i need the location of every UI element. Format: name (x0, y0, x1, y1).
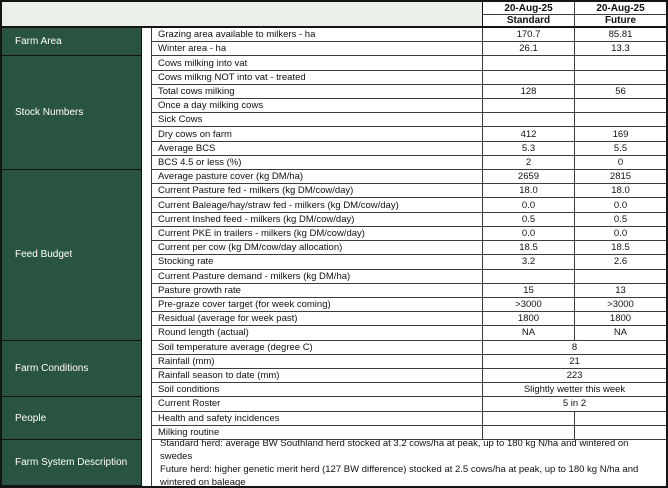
row-label-current-pke-in-trailers-milkers-kg-dm-cow-day: Current PKE in trailers - milkers (kg DM/cow/day) (152, 227, 483, 241)
value-standard: 26.1 (483, 42, 575, 56)
value-future: 0 (575, 156, 666, 170)
value-future: 169 (575, 127, 666, 141)
row-label-winter-area-ha: Winter area - ha (152, 42, 483, 56)
value-merged: 223 (483, 369, 666, 383)
value-standard: 0.0 (483, 227, 575, 241)
value-standard: >3000 (483, 298, 575, 312)
value-future: 18.0 (575, 184, 666, 198)
description-line: Standard herd: average BW Southland herd stocked at 3.2 cows/ha at peak, up to 180 kg N/ha and wintered on swedes (160, 440, 629, 462)
report-date-future: 20-Aug-25 (575, 2, 666, 15)
value-standard (483, 270, 575, 284)
value-future (575, 270, 666, 284)
column-header-future: Future (575, 15, 666, 28)
value-future: 1800 (575, 312, 666, 326)
value-standard (483, 56, 575, 70)
value-future: 0.0 (575, 198, 666, 212)
row-label-round-length-actual: Round length (actual) (152, 326, 483, 340)
value-standard (483, 113, 575, 127)
row-label-current-pasture-demand-milkers-kg-dm-ha: Current Pasture demand - milkers (kg DM/ha) (152, 270, 483, 284)
row-label-current-per-cow-kg-dm-cow-day-allocation: Current per cow (kg DM/cow/day allocation) (152, 241, 483, 255)
value-standard: 128 (483, 85, 575, 99)
value-standard: 15 (483, 284, 575, 298)
row-label-dry-cows-on-farm: Dry cows on farm (152, 127, 483, 141)
value-standard: 0.5 (483, 213, 575, 227)
section-label-stock-numbers: Stock Numbers (2, 56, 142, 170)
value-future: 2815 (575, 170, 666, 184)
row-label-cows-milkng-not-into-vat-treated: Cows milkng NOT into vat - treated (152, 71, 483, 85)
row-label-current-pasture-fed-milkers-kg-dm-cow-day: Current Pasture fed - milkers (kg DM/cow/day) (152, 184, 483, 198)
value-future (575, 99, 666, 113)
value-future (575, 113, 666, 127)
value-standard: 170.7 (483, 28, 575, 42)
value-standard: 5.3 (483, 142, 575, 156)
value-merged: 8 (483, 341, 666, 355)
row-label-cows-milking-into-vat: Cows milking into vat (152, 56, 483, 70)
row-label-average-pasture-cover-kg-dm-ha: Average pasture cover (kg DM/ha) (152, 170, 483, 184)
report-date-standard: 20-Aug-25 (483, 2, 575, 15)
value-standard: NA (483, 326, 575, 340)
row-label-grazing-area-available-to-milkers-ha: Grazing area available to milkers - ha (152, 28, 483, 42)
value-future (575, 71, 666, 85)
value-future: NA (575, 326, 666, 340)
value-future: 2.6 (575, 255, 666, 269)
row-label-current-inshed-feed-milkers-kg-dm-cow-day: Current Inshed feed - milkers (kg DM/cow/day) (152, 213, 483, 227)
value-merged: 5 in 2 (483, 397, 666, 411)
value-standard: 3.2 (483, 255, 575, 269)
row-label-soil-temperature-average-degree-c: Soil temperature average (degree C) (152, 341, 483, 355)
value-standard (483, 412, 575, 426)
row-label-rainfall-mm: Rainfall (mm) (152, 355, 483, 369)
row-label-total-cows-milking: Total cows milking (152, 85, 483, 99)
row-label-milking-routine: Milking routine (152, 426, 483, 440)
value-future: 0.5 (575, 213, 666, 227)
header-corner-cell (2, 2, 483, 28)
row-label-rainfall-season-to-date-mm: Rainfall season to date (mm) (152, 369, 483, 383)
value-future (575, 426, 666, 440)
value-future: 13.3 (575, 42, 666, 56)
value-standard (483, 71, 575, 85)
value-future: 56 (575, 85, 666, 99)
value-standard: 412 (483, 127, 575, 141)
value-standard (483, 99, 575, 113)
section-label-feed-budget: Feed Budget (2, 170, 142, 340)
value-future: 85.81 (575, 28, 666, 42)
value-standard: 1800 (483, 312, 575, 326)
value-standard: 18.0 (483, 184, 575, 198)
row-label-average-bcs: Average BCS (152, 142, 483, 156)
row-label-health-and-safety-incidences: Health and safety incidences (152, 412, 483, 426)
value-future (575, 412, 666, 426)
description-line: Future herd: higher genetic merit herd (127 BW difference) stocked at 2.5 cows/ha at peak, up to 180 kg N/ha and wintered on baleage (160, 464, 639, 486)
section-label-farm-system-description: Farm System Description (2, 440, 142, 486)
farm-system-description (152, 440, 666, 486)
spacer-column (142, 28, 152, 486)
row-label-current-roster: Current Roster (152, 397, 483, 411)
value-standard: 0.0 (483, 198, 575, 212)
value-standard: 2659 (483, 170, 575, 184)
row-label-current-baleage-hay-straw-fed-milkers-kg-dm-cow-day: Current Baleage/hay/straw fed - milkers (kg DM/cow/day) (152, 198, 483, 212)
value-standard: 2 (483, 156, 575, 170)
row-label-pre-graze-cover-target-for-week-coming: Pre-graze cover target (for week coming) (152, 298, 483, 312)
row-label-sick-cows: Sick Cows (152, 113, 483, 127)
value-future (575, 56, 666, 70)
row-label-pasture-growth-rate: Pasture growth rate (152, 284, 483, 298)
value-standard: 18.5 (483, 241, 575, 255)
value-future: >3000 (575, 298, 666, 312)
section-label-farm-area: Farm Area (2, 28, 142, 56)
row-label-soil-conditions: Soil conditions (152, 383, 483, 397)
row-label-once-a-day-milking-cows: Once a day milking cows (152, 99, 483, 113)
row-label-bcs-4-5-or-less: BCS 4.5 or less (%) (152, 156, 483, 170)
value-future: 0.0 (575, 227, 666, 241)
row-label-residual-average-for-week-past: Residual (average for week past) (152, 312, 483, 326)
value-merged: 21 (483, 355, 666, 369)
section-label-people: People (2, 397, 142, 440)
value-merged: Slightly wetter this week (483, 383, 666, 397)
row-label-stocking-rate: Stocking rate (152, 255, 483, 269)
column-header-standard: Standard (483, 15, 575, 28)
section-label-farm-conditions: Farm Conditions (2, 341, 142, 398)
value-standard (483, 426, 575, 440)
value-future: 5.5 (575, 142, 666, 156)
value-future: 18.5 (575, 241, 666, 255)
value-future: 13 (575, 284, 666, 298)
